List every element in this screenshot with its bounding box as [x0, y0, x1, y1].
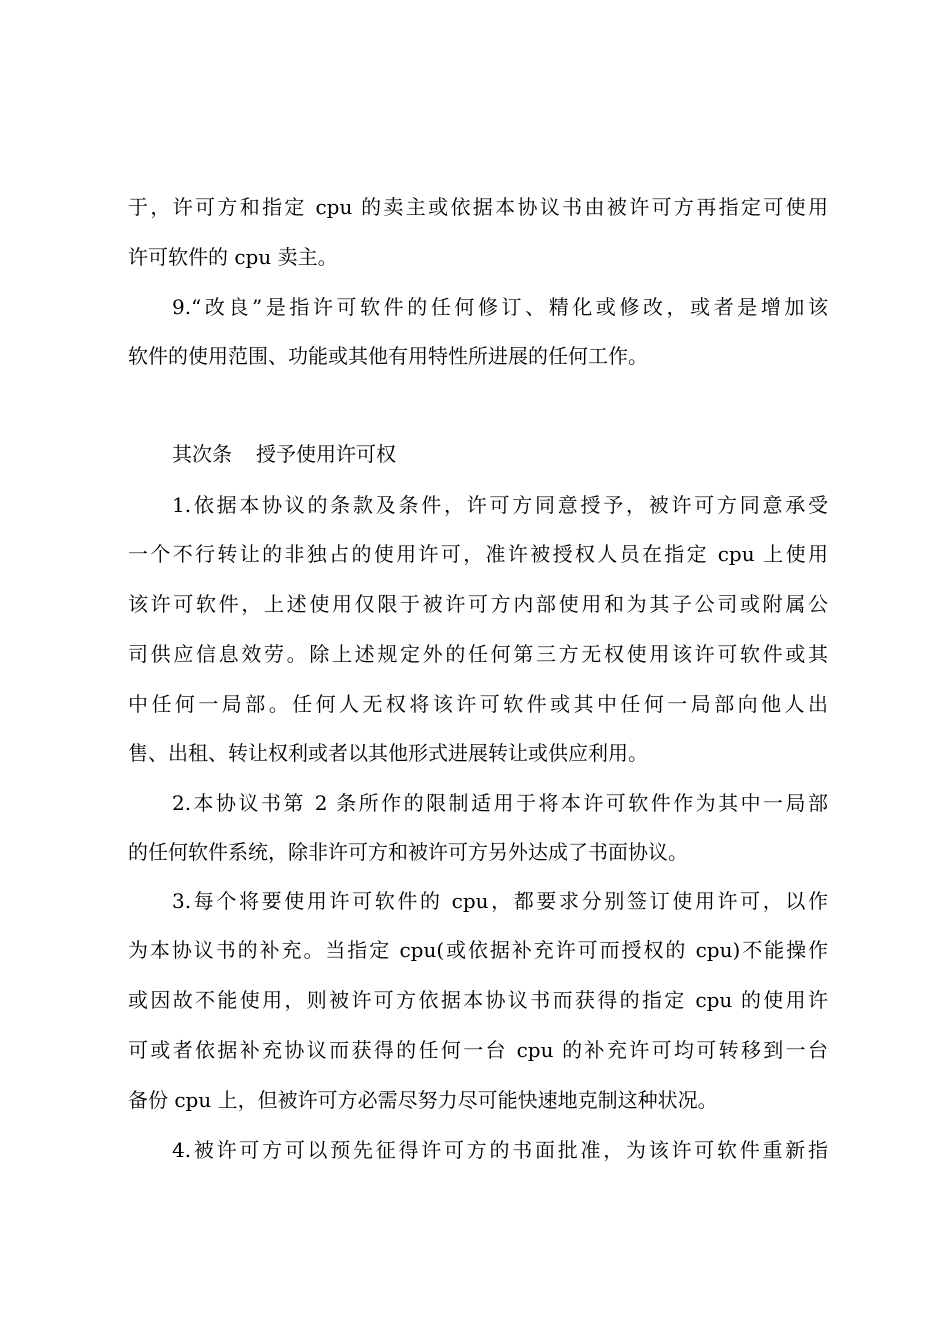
paragraph-fragment-line-2: 许可软件的 cpu 卖主。: [128, 245, 338, 269]
clause-2-line-1: 2.本协议书第 2 条所作的限制适用于将本许可软件作为其中一局部: [172, 791, 828, 815]
clause-3-line-2: 为本协议书的补充。当指定 cpu(或依据补充许可而授权的 cpu)不能操作: [128, 938, 828, 962]
clause-1-line-3: 该许可软件，上述使用仅限于被许可方内部使用和为其子公司或附属公: [128, 592, 828, 616]
clause-1-line-1: 1.依据本协议的条款及条件，许可方同意授予，被许可方同意承受: [172, 493, 828, 517]
paragraph-fragment-line-1: 于，许可方和指定 cpu 的卖主或依据本协议书由被许可方再指定可使用: [128, 195, 828, 219]
clause-1-line-6: 售、出租、转让权利或者以其他形式进展转让或供应利用。: [128, 741, 648, 765]
clause-1-line-4: 司供应信息效劳。除上述规定外的任何第三方无权使用该许可软件或其: [128, 642, 828, 666]
section-heading: [172, 439, 572, 469]
clause-3-line-5: 备份 cpu 上，但被许可方必需尽努力尽可能快速地克制这种状况。: [128, 1088, 718, 1112]
clause-4-line-1: 4.被许可方可以预先征得许可方的书面批准，为该许可软件重新指: [172, 1138, 828, 1162]
clause-2-line-2: 的任何软件系统，除非许可方和被许可方另外达成了书面协议。: [128, 840, 688, 864]
definition-9-line-2: 软件的使用范围、功能或其他有用特性所进展的任何工作。: [128, 344, 648, 368]
clause-3-line-1: 3.每个将要使用许可软件的 cpu，都要求分别签订使用许可，以作: [172, 889, 828, 913]
section-title: 授予使用许可权: [256, 442, 396, 466]
clause-1-line-2: 一个不行转让的非独占的使用许可，准许被授权人员在指定 cpu 上使用: [128, 542, 828, 566]
clause-1-line-5: 中任何一局部。任何人无权将该许可软件或其中任何一局部向他人出: [128, 692, 828, 716]
definition-9-line-1: 9.“改良”是指许可软件的任何修订、精化或修改，或者是增加该: [172, 295, 828, 319]
clause-3-line-3: 或因故不能使用，则被许可方依据本协议书而获得的指定 cpu 的使用许: [128, 988, 828, 1012]
section-number: 其次条: [172, 442, 232, 466]
clause-3-line-4: 可或者依据补充协议而获得的任何一台 cpu 的补充许可均可转移到一台: [128, 1038, 828, 1062]
